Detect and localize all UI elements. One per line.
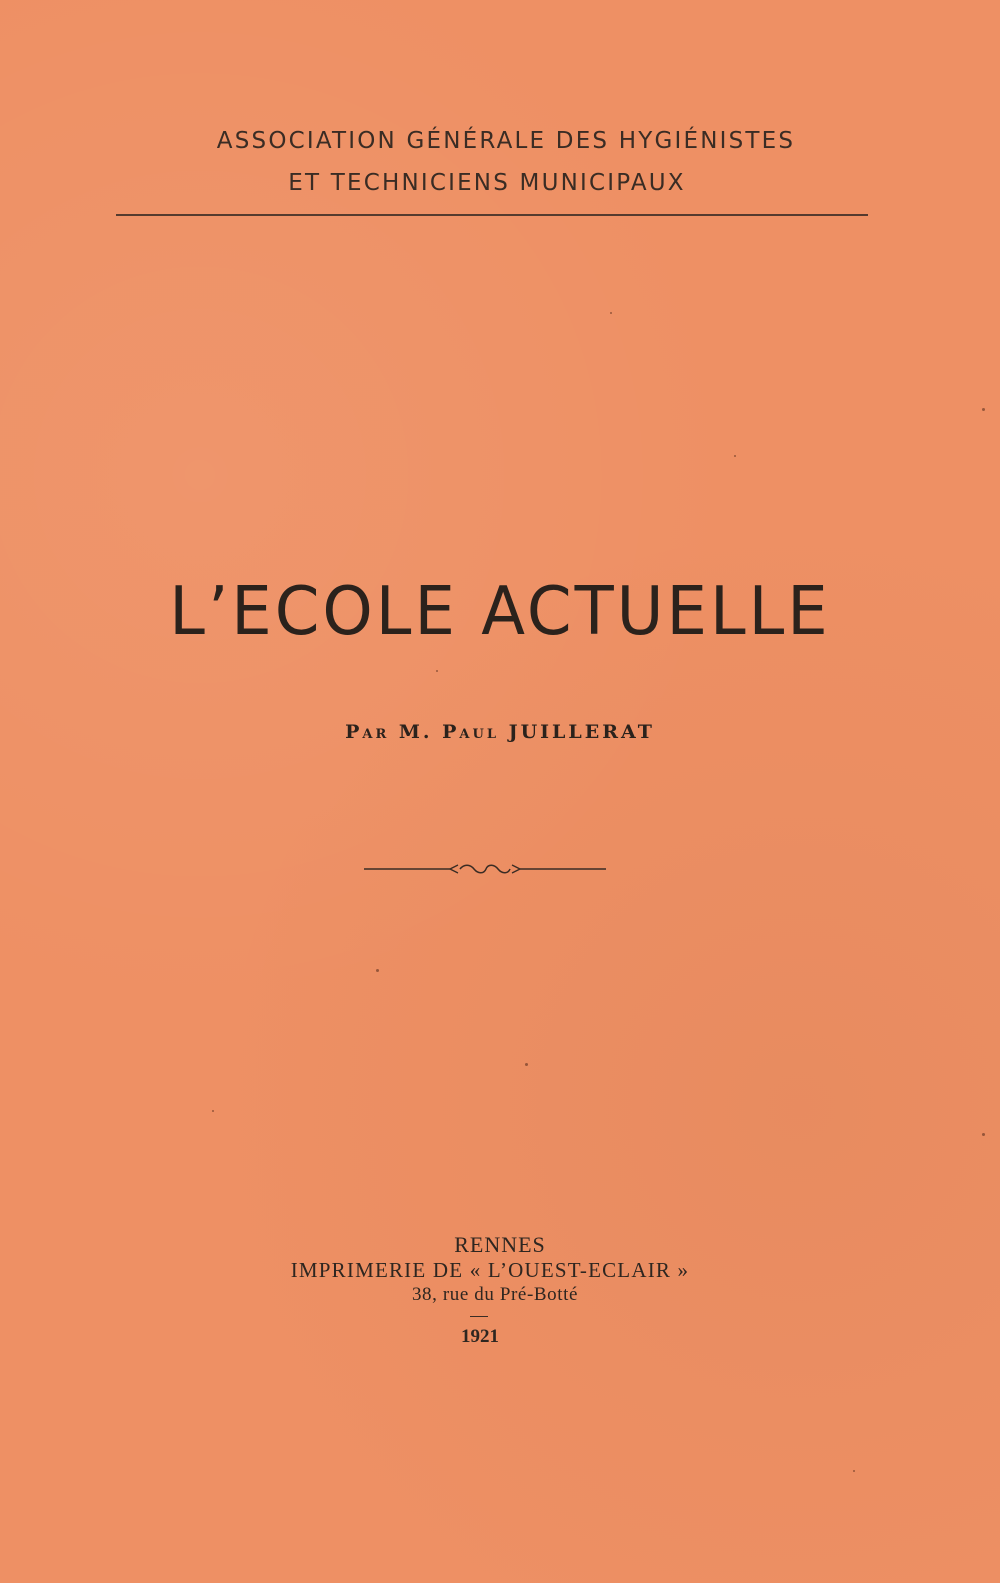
paper-speck (734, 455, 736, 457)
imprint-city: RENNES (454, 1232, 546, 1257)
author-line: Par M. Paul JUILLERAT (345, 721, 655, 743)
year-rule (470, 1316, 488, 1317)
paper-speck (982, 408, 985, 411)
publication-year: 1921 (461, 1326, 499, 1347)
paper-speck (982, 1133, 985, 1136)
imprint-printer: IMPRIMERIE DE « L’OUEST-ECLAIR » (290, 1258, 690, 1282)
paper-speck (376, 969, 379, 972)
association-name-line-2: ET TECHNICIENS MUNICIPAUX (288, 170, 686, 196)
paper-speck (212, 1110, 214, 1112)
paper-speck (853, 1470, 855, 1472)
paper-speck (610, 312, 612, 314)
ornament-divider (364, 862, 606, 876)
paper-speck (525, 1063, 528, 1066)
header-rule (116, 214, 868, 216)
book-title: L’ECOLE ACTUELLE (169, 573, 831, 651)
association-name-line-1: ASSOCIATION GÉNÉRALE DES HYGIÉNISTES (216, 128, 796, 154)
imprint-address: 38, rue du Pré-Botté (411, 1284, 579, 1305)
paper-speck (436, 670, 438, 672)
